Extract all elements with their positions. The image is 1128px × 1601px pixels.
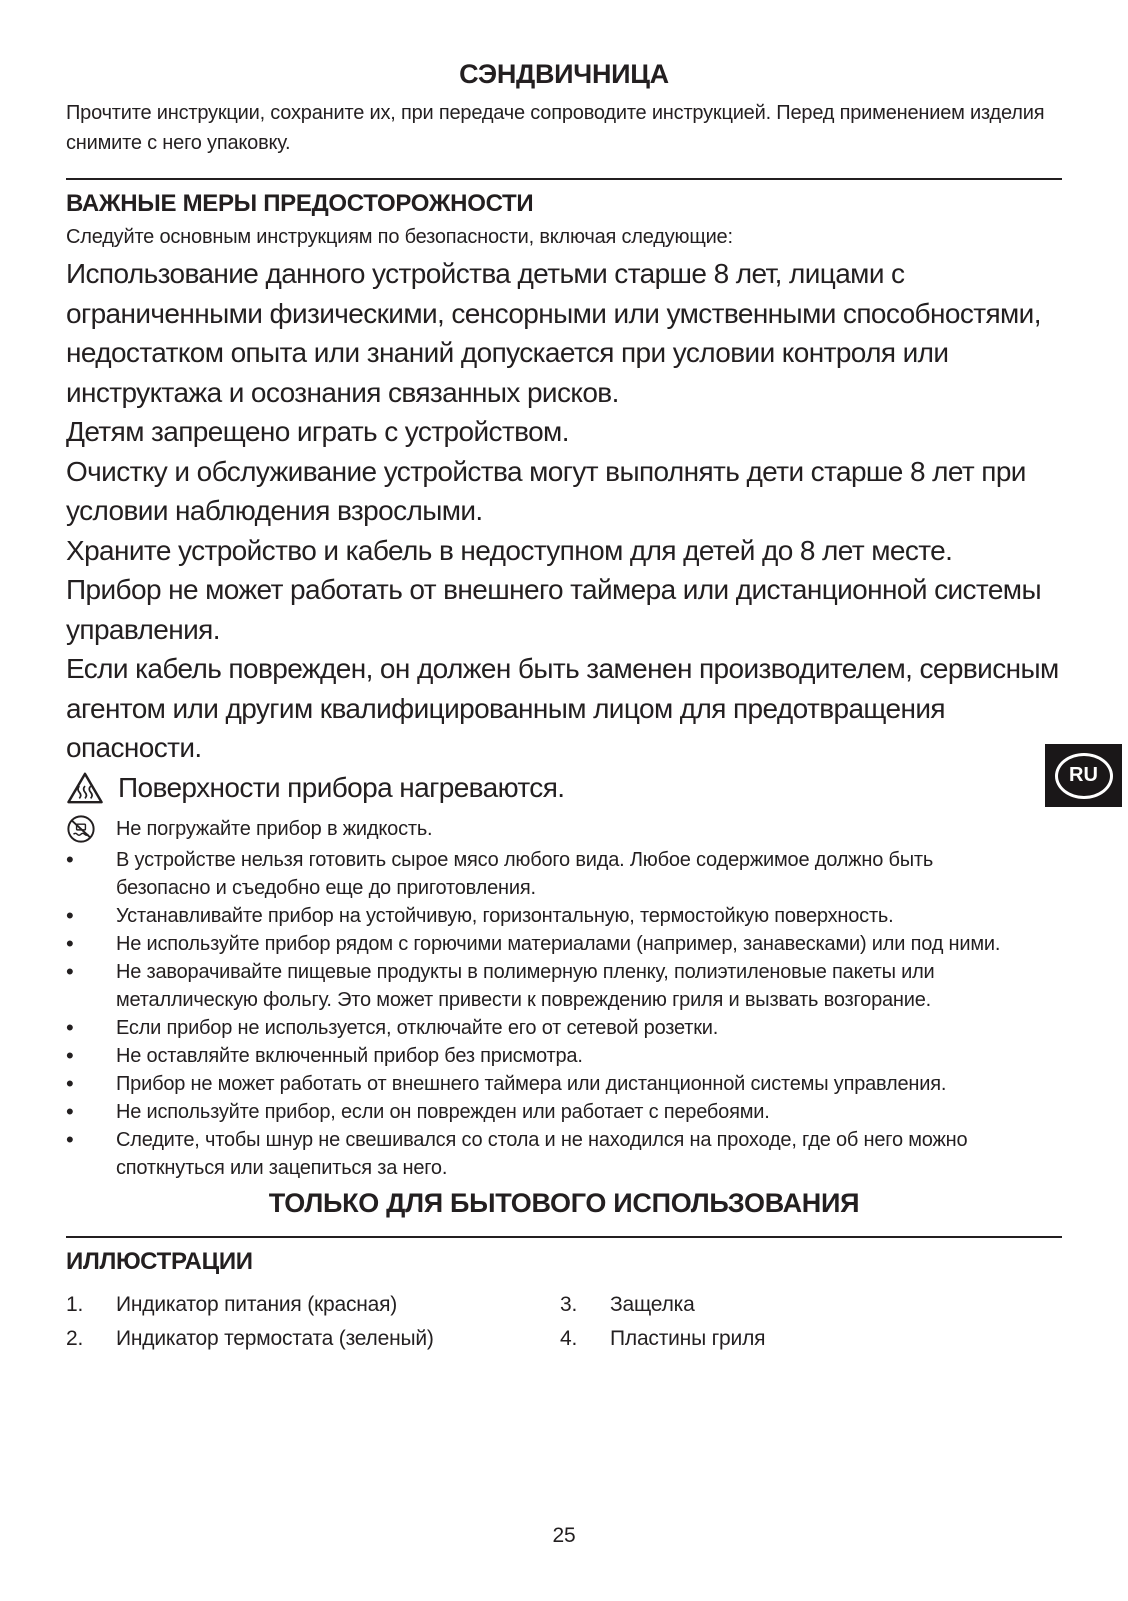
safety-lead: Следуйте основным инструкциям по безопасности, включая следующие: — [66, 226, 733, 248]
safety-important-block — [66, 254, 1062, 808]
intro-paragraph: Прочтите инструкции, сохраните их, при передаче сопроводите инструкцией. Перед применением изделия снимите с него упаковку. — [66, 102, 1045, 154]
item-number: 1. — [66, 1292, 84, 1316]
illustrations-divider — [66, 1236, 1062, 1238]
top-divider — [66, 178, 1062, 180]
item-label: Индикатор термостата (зеленый) — [116, 1326, 434, 1350]
hot-surface-text: Поверхности прибора нагреваются. — [118, 771, 565, 803]
bullet-marker: • — [66, 958, 74, 984]
no-immersion-text: Не погружайте прибор в жидкость. — [116, 817, 433, 840]
language-badge — [1045, 744, 1122, 807]
safety-bullet: • Не заворачивайте пищевые продукты в полимерную пленку, полиэтиленовые пакеты или металлическую фольгу. Это может привести к повреждению гриля и вызвать возгорание. — [66, 958, 935, 1011]
page-number: 25 — [552, 1524, 576, 1547]
no-immersion-item — [66, 812, 1062, 846]
safety-bullet: • Не оставляйте включенный прибор без присмотра. — [66, 1042, 583, 1068]
bullet-marker: • — [66, 930, 74, 956]
safety-heading: ВАЖНЫЕ МЕРЫ ПРЕДОСТОРОЖНОСТИ — [66, 190, 534, 217]
item-label: Защелка — [610, 1292, 695, 1316]
illustration-item — [560, 1288, 1062, 1322]
item-label: Пластины гриля — [610, 1326, 766, 1350]
illustration-item — [66, 1322, 560, 1356]
safety-bullet: • Следите, чтобы шнур не свешивался со стола и не находился на проходе, где об него можно споткнуться или зацепиться за него. — [66, 1126, 968, 1179]
illustrations-column-left — [66, 1288, 560, 1356]
safety-statement: Детям запрещено играть с устройством. — [66, 416, 569, 447]
no-immersion-marker — [66, 814, 116, 844]
bullet-marker: • — [66, 846, 74, 872]
safety-bullet: • Если прибор не используется, отключайте его от сетевой розетки. — [66, 1014, 719, 1040]
item-number: 3. — [560, 1292, 578, 1316]
safety-bullet: • Не используйте прибор рядом с горючими материалами (например, занавесками) или под ними. — [66, 930, 1001, 956]
page-title: СЭНДВИЧНИЦА — [459, 59, 669, 89]
illustration-item — [66, 1288, 560, 1322]
bullet-marker: • — [66, 902, 74, 928]
safety-bullet-list — [66, 812, 1062, 1182]
bullet-marker: • — [66, 1042, 74, 1068]
bullet-marker: • — [66, 1014, 74, 1040]
item-number: 2. — [66, 1326, 84, 1350]
illustrations-column-right — [560, 1288, 1062, 1356]
safety-bullet: • Не используйте прибор, если он поврежден или работает с перебоями. — [66, 1098, 770, 1124]
safety-statement: Если кабель поврежден, он должен быть заменен производителем, сервисным агентом или другим квалифицированным лицом для предотвращения опасности. — [66, 653, 1059, 763]
safety-statement: Очистку и обслуживание устройства могут выполнять дети старше 8 лет при условии наблюдения взрослыми. — [66, 455, 1026, 526]
hot-surface-warning — [66, 768, 1062, 808]
safety-statement: Использование данного устройства детьми старше 8 лет, лицами с ограниченными физическими, сенсорными или умственными способностями, недостатком опыта или знаний допускается при условии контроля или инструктажа и осознания связанных рисков. — [66, 258, 1041, 408]
page-content — [66, 0, 1062, 1356]
safety-statement: Храните устройство и кабель в недоступном для детей до 8 лет месте. — [66, 534, 953, 566]
hot-surface-icon — [66, 771, 104, 805]
no-immersion-icon — [66, 814, 96, 844]
safety-bullet: • Прибор не может работать от внешнего таймера или дистанционной системы управления. — [66, 1070, 947, 1096]
illustration-item — [560, 1322, 1062, 1356]
item-number: 4. — [560, 1326, 578, 1350]
safety-bullet: • Устанавливайте прибор на устойчивую, горизонтальную, термостойкую поверхность. — [66, 902, 894, 928]
household-only-heading: ТОЛЬКО ДЛЯ БЫТОВОГО ИСПОЛЬЗОВАНИЯ — [268, 1187, 860, 1218]
item-label: Индикатор питания (красная) — [116, 1292, 398, 1316]
illustrations-list — [66, 1288, 1062, 1356]
safety-bullet: • В устройстве нельзя готовить сырое мясо любого вида. Любое содержимое должно быть безопасно и съедобно еще до приготовления. — [66, 846, 934, 899]
bullet-marker: • — [66, 1070, 74, 1096]
bullet-marker: • — [66, 1098, 74, 1124]
illustrations-heading: ИЛЛЮСТРАЦИИ — [66, 1247, 253, 1275]
language-badge-label: RU — [1069, 764, 1098, 786]
safety-statement: Прибор не может работать от внешнего таймера или дистанционной системы управления. — [66, 574, 1041, 645]
language-badge-oval — [1055, 753, 1113, 799]
bullet-marker: • — [66, 1126, 74, 1152]
